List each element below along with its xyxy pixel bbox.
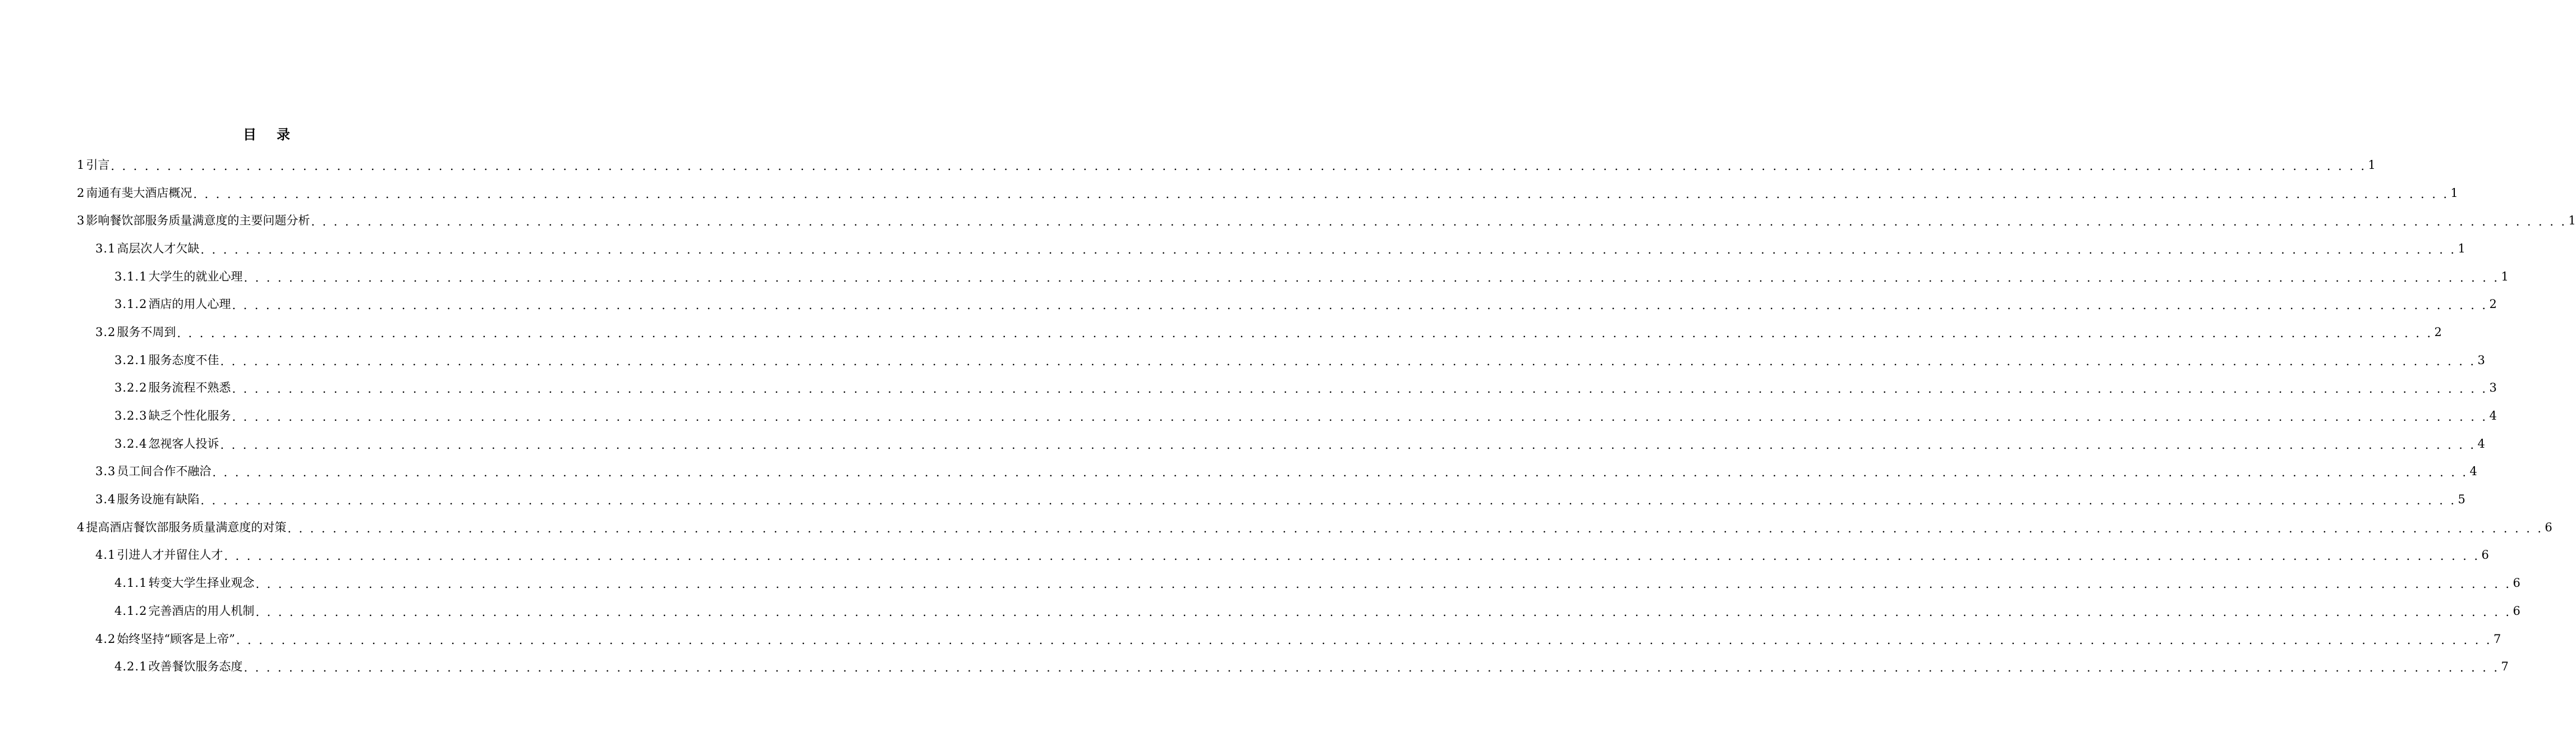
toc-dot-leader: . . . . . . . . . . . . . . . . . . . . . . . . . . . . . . . . . . . . . . . . . . . . . . . . . . . . . . . . . . . . . . . . . . . . . . . . . . . . . . . . . . . . . . . . . . . . . . . . . . . . . . . . . . . . . . . . . . . . . . . . . . . . . . . . . . . . . . . . . . . . . . . . . . . . . . . . . . . . . . . . . . . . . . . . . . . . . . . . . . . . . . . . . . . . . . . . . . . . . . . . xyxy=(287,521,2543,535)
toc-dot-leader: . . . . . . . . . . . . . . . . . . . . . . . . . . . . . . . . . . . . . . . . . . . . . . . . . . . . . . . . . . . . . . . . . . . . . . . . . . . . . . . . . . . . . . . . . . . . . . . . . . . . . . . . . . . . . . . . . . . . . . . . . . . . . . . . . . . . . . . . . . . . . . . . . . . . . . . . . . . . . . . . . . . . . . . . . . . . . . . . . . . . . . . . . . . . . . . . . . . . . . . . xyxy=(255,577,2511,591)
toc-entry-title: 大学生的就业心理 xyxy=(148,269,243,283)
toc-entry-number: 3.3 xyxy=(95,465,116,479)
toc-entry-number: 4.1.2 xyxy=(114,604,148,618)
toc-entry[interactable] xyxy=(0,290,2497,318)
toc-entry-title: 缺乏个性化服务 xyxy=(148,409,231,423)
toc-entry-title: 服务流程不熟悉 xyxy=(148,381,231,395)
toc-entry-number: 3.2.4 xyxy=(114,436,148,450)
toc-entry-page-number: 4 xyxy=(2469,465,2477,479)
toc-entry-number: 4.1 xyxy=(95,548,116,562)
toc-entry-page-number: 2 xyxy=(2434,325,2442,339)
toc-entry[interactable] xyxy=(0,458,2477,486)
toc-entry-page-number: 1 xyxy=(2458,241,2465,255)
toc-dot-leader: . . . . . . . . . . . . . . . . . . . . . . . . . . . . . . . . . . . . . . . . . . . . . . . . . . . . . . . . . . . . . . . . . . . . . . . . . . . . . . . . . . . . . . . . . . . . . . . . . . . . . . . . . . . . . . . . . . . . . . . . . . . . . . . . . . . . . . . . . . . . . . . . . . . . . . . . . . . . . . . . . . . . . . . . . . . . . . . . . . . . . . . . . . . . . . . . . . . . . . . . xyxy=(212,466,2468,480)
toc-entry-number: 3.1.2 xyxy=(114,297,148,311)
toc-entry-title: 南通有斐大酒店概况 xyxy=(86,186,192,200)
toc-dot-leader: . . . . . . . . . . . . . . . . . . . . . . . . . . . . . . . . . . . . . . . . . . . . . . . . . . . . . . . . . . . . . . . . . . . . . . . . . . . . . . . . . . . . . . . . . . . . . . . . . . . . . . . . . . . . . . . . . . . . . . . . . . . . . . . . . . . . . . . . . . . . . . . . . . . . . . . . . . . . . . . . . . . . . . . . . . . . . . . . . . . . . . . . . . . . . . . . . . . . . . . . xyxy=(111,159,2367,173)
toc-entry[interactable] xyxy=(0,513,2552,541)
toc-entry-title: 影响餐饮部服务质量满意度的主要问题分析 xyxy=(86,214,310,228)
toc-entry-number: 3.2.3 xyxy=(114,409,148,423)
toc-entry[interactable] xyxy=(0,151,2376,179)
toc-entry-number: 4.2 xyxy=(95,632,116,646)
toc-entry[interactable] xyxy=(0,235,2465,263)
toc-entry-page-number: 6 xyxy=(2545,520,2552,534)
toc-list xyxy=(0,151,2576,681)
toc-entry-title: 服务不周到 xyxy=(117,325,176,339)
toc-entry-page-number: 1 xyxy=(2368,158,2376,172)
toc-entry-title: 转变大学生择业观念 xyxy=(148,576,255,590)
toc-entry-title: 引言 xyxy=(86,158,110,172)
toc-entry-number: 4.2.1 xyxy=(114,660,148,674)
toc-dot-leader: . . . . . . . . . . . . . . . . . . . . . . . . . . . . . . . . . . . . . . . . . . . . . . . . . . . . . . . . . . . . . . . . . . . . . . . . . . . . . . . . . . . . . . . . . . . . . . . . . . . . . . . . . . . . . . . . . . . . . . . . . . . . . . . . . . . . . . . . . . . . . . . . . . . . . . . . . . . . . . . . . . . . . . . . . . . . . . . . . . . . . . . . . . . . . . . . . . . . . . . . xyxy=(193,187,2449,201)
toc-entry-title: 酒店的用人心理 xyxy=(148,297,231,311)
toc-entry[interactable] xyxy=(0,374,2497,402)
toc-entry[interactable] xyxy=(0,402,2497,430)
toc-dot-leader: . . . . . . . . . . . . . . . . . . . . . . . . . . . . . . . . . . . . . . . . . . . . . . . . . . . . . . . . . . . . . . . . . . . . . . . . . . . . . . . . . . . . . . . . . . . . . . . . . . . . . . . . . . . . . . . . . . . . . . . . . . . . . . . . . . . . . . . . . . . . . . . . . . . . . . . . . . . . . . . . . . . . . . . . . . . . . . . . . . . . . . . . . . . . . . . . . . . . . . . . xyxy=(236,633,2492,647)
toc-entry-page-number: 5 xyxy=(2458,493,2465,507)
toc-entry-title: 服务设施有缺陷 xyxy=(117,493,200,507)
toc-entry-page-number: 4 xyxy=(2477,436,2485,450)
toc-entry[interactable] xyxy=(0,652,2509,681)
toc-entry-number: 3.1.1 xyxy=(114,269,148,283)
toc-entry-title: 改善餐饮服务态度 xyxy=(148,660,243,674)
toc-entry-number: 3.1 xyxy=(95,241,116,255)
toc-entry-page-number: 1 xyxy=(2568,214,2576,228)
toc-dot-leader: . . . . . . . . . . . . . . . . . . . . . . . . . . . . . . . . . . . . . . . . . . . . . . . . . . . . . . . . . . . . . . . . . . . . . . . . . . . . . . . . . . . . . . . . . . . . . . . . . . . . . . . . . . . . . . . . . . . . . . . . . . . . . . . . . . . . . . . . . . . . . . . . . . . . . . . . . . . . . . . . . . . . . . . . . . . . . . . . . . . . . . . . . . . . . . . . . . . . . . . . xyxy=(255,605,2511,619)
toc-dot-leader: . . . . . . . . . . . . . . . . . . . . . . . . . . . . . . . . . . . . . . . . . . . . . . . . . . . . . . . . . . . . . . . . . . . . . . . . . . . . . . . . . . . . . . . . . . . . . . . . . . . . . . . . . . . . . . . . . . . . . . . . . . . . . . . . . . . . . . . . . . . . . . . . . . . . . . . . . . . . . . . . . . . . . . . . . . . . . . . . . . . . . . . . . . . . . . . . . . . . . . . . xyxy=(200,494,2456,508)
toc-entry-page-number: 2 xyxy=(2489,297,2497,311)
toc-title-char-1: 目 xyxy=(243,126,256,142)
toc-dot-leader: . . . . . . . . . . . . . . . . . . . . . . . . . . . . . . . . . . . . . . . . . . . . . . . . . . . . . . . . . . . . . . . . . . . . . . . . . . . . . . . . . . . . . . . . . . . . . . . . . . . . . . . . . . . . . . . . . . . . . . . . . . . . . . . . . . . . . . . . . . . . . . . . . . . . . . . . . . . . . . . . . . . . . . . . . . . . . . . . . . . . . . . . . . . . . . . . . . . . . . . . xyxy=(232,298,2488,312)
toc-entry[interactable] xyxy=(0,318,2442,346)
toc-entry[interactable] xyxy=(0,541,2489,569)
toc-entry-number: 2 xyxy=(77,186,85,200)
toc-entry-title: 引进人才并留住人才 xyxy=(117,548,223,562)
toc-title xyxy=(0,125,533,145)
toc-entry-page-number: 1 xyxy=(2501,269,2509,283)
toc-entry[interactable] xyxy=(0,625,2501,653)
toc-entry[interactable] xyxy=(0,485,2465,513)
toc-dot-leader: . . . . . . . . . . . . . . . . . . . . . . . . . . . . . . . . . . . . . . . . . . . . . . . . . . . . . . . . . . . . . . . . . . . . . . . . . . . . . . . . . . . . . . . . . . . . . . . . . . . . . . . . . . . . . . . . . . . . . . . . . . . . . . . . . . . . . . . . . . . . . . . . . . . . . . . . . . . . . . . . . . . . . . . . . . . . . . . . . . . . . . . . . . . . . . . . . . . . . . . . xyxy=(232,382,2488,396)
toc-entry-page-number: 6 xyxy=(2513,576,2520,590)
toc-entry-number: 4 xyxy=(77,520,85,534)
toc-entry[interactable] xyxy=(0,569,2520,597)
toc-entry-page-number: 4 xyxy=(2489,409,2497,423)
toc-dot-leader: . . . . . . . . . . . . . . . . . . . . . . . . . . . . . . . . . . . . . . . . . . . . . . . . . . . . . . . . . . . . . . . . . . . . . . . . . . . . . . . . . . . . . . . . . . . . . . . . . . . . . . . . . . . . . . . . . . . . . . . . . . . . . . . . . . . . . . . . . . . . . . . . . . . . . . . . . . . . . . . . . . . . . . . . . . . . . . . . . . . . . . . . . . . . . . . . . . . . . . . . xyxy=(220,354,2476,368)
toc-entry[interactable] xyxy=(0,206,2576,235)
toc-entry[interactable] xyxy=(0,346,2485,374)
toc-dot-leader: . . . . . . . . . . . . . . . . . . . . . . . . . . . . . . . . . . . . . . . . . . . . . . . . . . . . . . . . . . . . . . . . . . . . . . . . . . . . . . . . . . . . . . . . . . . . . . . . . . . . . . . . . . . . . . . . . . . . . . . . . . . . . . . . . . . . . . . . . . . . . . . . . . . . . . . . . . . . . . . . . . . . . . . . . . . . . . . . . . . . . . . . . . . . . . . . . . . . . . . . xyxy=(177,326,2433,340)
toc-entry-page-number: 3 xyxy=(2489,381,2497,395)
toc-entry-title: 忽视客人投诉 xyxy=(148,436,219,450)
toc-dot-leader: . . . . . . . . . . . . . . . . . . . . . . . . . . . . . . . . . . . . . . . . . . . . . . . . . . . . . . . . . . . . . . . . . . . . . . . . . . . . . . . . . . . . . . . . . . . . . . . . . . . . . . . . . . . . . . . . . . . . . . . . . . . . . . . . . . . . . . . . . . . . . . . . . . . . . . . . . . . . . . . . . . . . . . . . . . . . . . . . . . . . . . . . . . . . . . . . . . . . . . . . xyxy=(311,215,2567,229)
toc-entry-title: 始终坚持“顾客是上帝” xyxy=(117,632,235,646)
toc-entry-title: 高层次人才欠缺 xyxy=(117,241,200,255)
toc-entry-number: 3.2 xyxy=(95,325,116,339)
toc-dot-leader: . . . . . . . . . . . . . . . . . . . . . . . . . . . . . . . . . . . . . . . . . . . . . . . . . . . . . . . . . . . . . . . . . . . . . . . . . . . . . . . . . . . . . . . . . . . . . . . . . . . . . . . . . . . . . . . . . . . . . . . . . . . . . . . . . . . . . . . . . . . . . . . . . . . . . . . . . . . . . . . . . . . . . . . . . . . . . . . . . . . . . . . . . . . . . . . . . . . . . . . . xyxy=(244,270,2500,284)
toc-entry-page-number: 7 xyxy=(2501,660,2509,674)
toc-entry-page-number: 6 xyxy=(2481,548,2489,562)
toc-entry-number: 3.2.1 xyxy=(114,353,148,367)
toc-title-char-2: 录 xyxy=(277,126,290,142)
toc-dot-leader: . . . . . . . . . . . . . . . . . . . . . . . . . . . . . . . . . . . . . . . . . . . . . . . . . . . . . . . . . . . . . . . . . . . . . . . . . . . . . . . . . . . . . . . . . . . . . . . . . . . . . . . . . . . . . . . . . . . . . . . . . . . . . . . . . . . . . . . . . . . . . . . . . . . . . . . . . . . . . . . . . . . . . . . . . . . . . . . . . . . . . . . . . . . . . . . . . . . . . . . . xyxy=(224,549,2480,563)
toc-entry[interactable] xyxy=(0,263,2509,291)
toc-entry-number: 3.4 xyxy=(95,493,116,507)
toc-entry[interactable] xyxy=(0,179,2458,207)
toc-dot-leader: . . . . . . . . . . . . . . . . . . . . . . . . . . . . . . . . . . . . . . . . . . . . . . . . . . . . . . . . . . . . . . . . . . . . . . . . . . . . . . . . . . . . . . . . . . . . . . . . . . . . . . . . . . . . . . . . . . . . . . . . . . . . . . . . . . . . . . . . . . . . . . . . . . . . . . . . . . . . . . . . . . . . . . . . . . . . . . . . . . . . . . . . . . . . . . . . . . . . . . . . xyxy=(200,242,2456,256)
toc-entry-number: 3 xyxy=(77,214,85,228)
toc-entry-page-number: 7 xyxy=(2493,632,2501,646)
toc-entry-title: 提高酒店餐饮部服务质量满意度的对策 xyxy=(86,520,287,534)
toc-dot-leader: . . . . . . . . . . . . . . . . . . . . . . . . . . . . . . . . . . . . . . . . . . . . . . . . . . . . . . . . . . . . . . . . . . . . . . . . . . . . . . . . . . . . . . . . . . . . . . . . . . . . . . . . . . . . . . . . . . . . . . . . . . . . . . . . . . . . . . . . . . . . . . . . . . . . . . . . . . . . . . . . . . . . . . . . . . . . . . . . . . . . . . . . . . . . . . . . . . . . . . . . xyxy=(220,438,2476,452)
toc-dot-leader: . . . . . . . . . . . . . . . . . . . . . . . . . . . . . . . . . . . . . . . . . . . . . . . . . . . . . . . . . . . . . . . . . . . . . . . . . . . . . . . . . . . . . . . . . . . . . . . . . . . . . . . . . . . . . . . . . . . . . . . . . . . . . . . . . . . . . . . . . . . . . . . . . . . . . . . . . . . . . . . . . . . . . . . . . . . . . . . . . . . . . . . . . . . . . . . . . . . . . . . . xyxy=(244,661,2500,675)
toc-entry-page-number: 3 xyxy=(2477,353,2485,367)
toc-dot-leader: . . . . . . . . . . . . . . . . . . . . . . . . . . . . . . . . . . . . . . . . . . . . . . . . . . . . . . . . . . . . . . . . . . . . . . . . . . . . . . . . . . . . . . . . . . . . . . . . . . . . . . . . . . . . . . . . . . . . . . . . . . . . . . . . . . . . . . . . . . . . . . . . . . . . . . . . . . . . . . . . . . . . . . . . . . . . . . . . . . . . . . . . . . . . . . . . . . . . . . . . xyxy=(232,410,2488,424)
toc-entry-page-number: 6 xyxy=(2513,604,2520,618)
toc-entry-number: 1 xyxy=(77,158,85,172)
toc-entry-number: 4.1.1 xyxy=(114,576,148,590)
toc-entry[interactable] xyxy=(0,430,2485,458)
toc-entry-title: 完善酒店的用人机制 xyxy=(148,604,255,618)
toc-entry-title: 服务态度不佳 xyxy=(148,353,219,367)
toc-entry-number: 3.2.2 xyxy=(114,381,148,395)
toc-entry[interactable] xyxy=(0,597,2520,625)
toc-entry-page-number: 1 xyxy=(2450,186,2458,200)
toc-entry-title: 员工间合作不融洽 xyxy=(117,465,212,479)
